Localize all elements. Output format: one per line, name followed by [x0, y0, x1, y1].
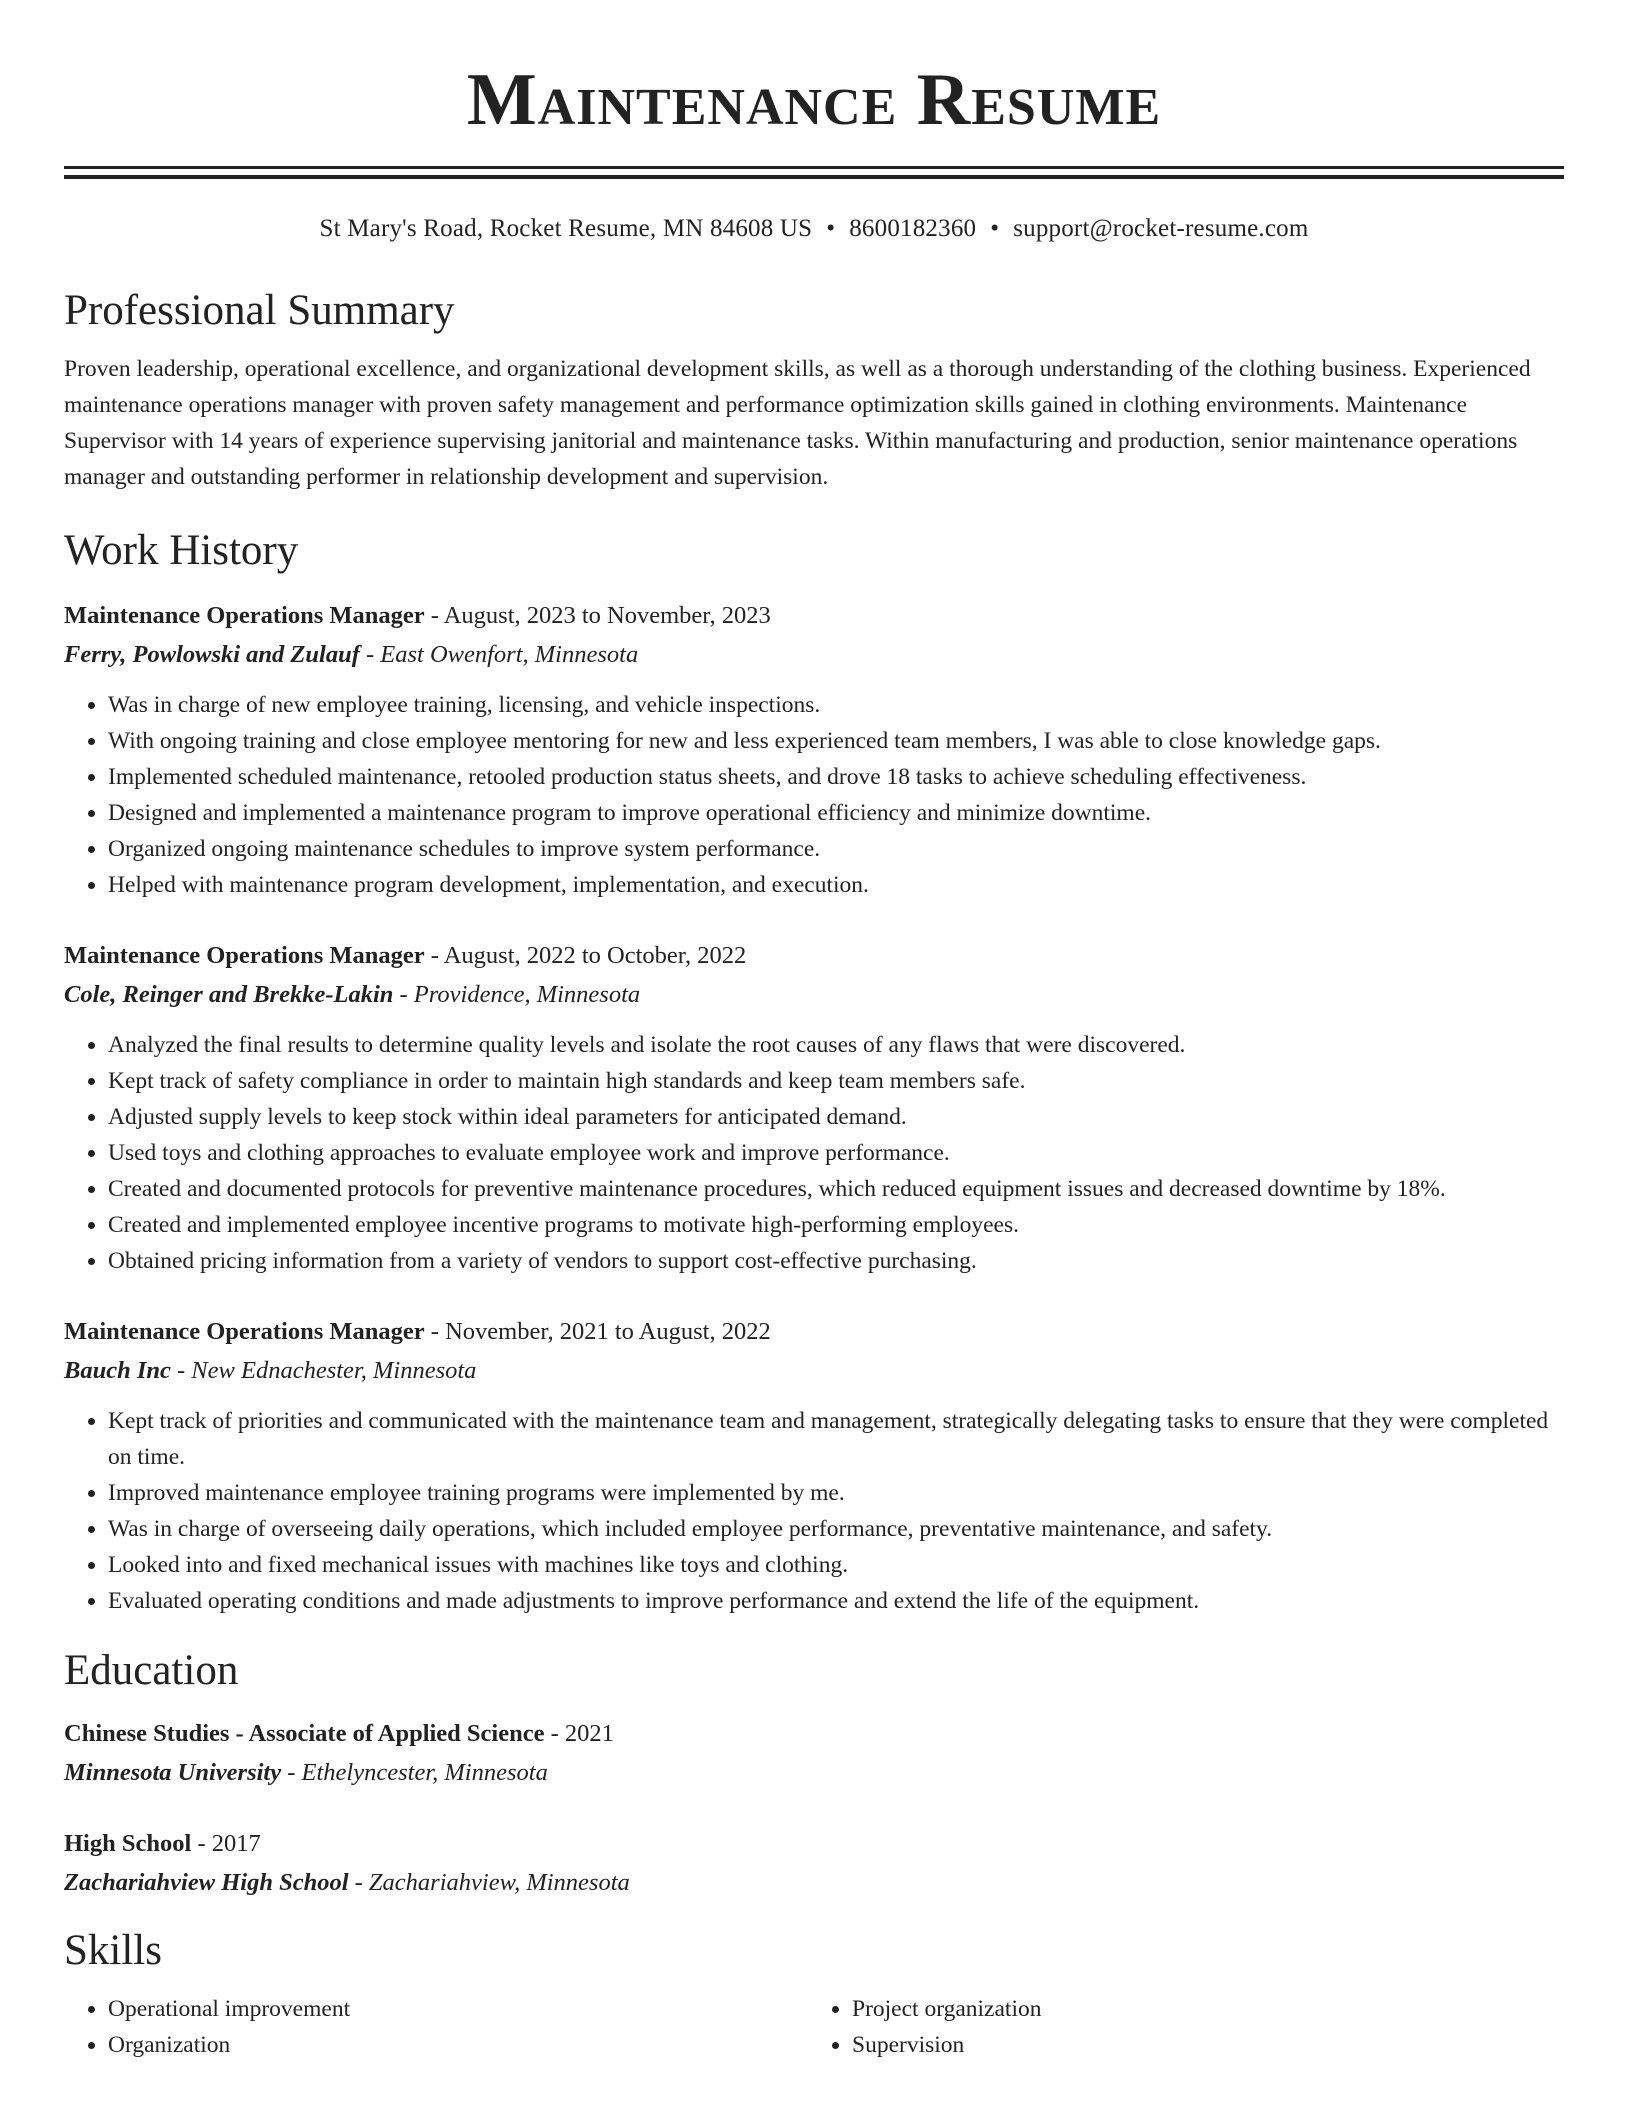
job-bullet: • Adjusted supply levels to keep stock within ideal parameters for anticipated demand.: [108, 1099, 1564, 1135]
skill-item: • Operational improvement: [108, 1991, 808, 2027]
contact-phone: 8600182360: [849, 215, 977, 242]
job-entry: [64, 937, 1564, 1279]
company-line: [64, 1351, 1564, 1391]
job-title-line: [64, 597, 1564, 635]
job-title-line: [64, 937, 1564, 975]
school-name: Zachariahview High School: [64, 1869, 349, 1896]
job-title: Maintenance Operations Manager: [64, 602, 425, 629]
job-bullet: • Used toys and clothing approaches to evaluate employee work and improve performance.: [108, 1135, 1564, 1171]
summary-heading: Professional Summary: [64, 287, 455, 334]
degree-name: Chinese Studies - Associate of Applied Science: [64, 1720, 545, 1747]
contact-separator: •: [826, 215, 836, 242]
school-name: Minnesota University: [64, 1759, 282, 1786]
job-bullet: • Implemented scheduled maintenance, retooled production status sheets, and drove 18 tasks to achieve scheduling effectiveness.: [108, 759, 1564, 795]
job-title-line: [64, 1313, 1564, 1351]
school-line: [64, 1863, 1564, 1903]
company-location: - East Owenfort, Minnesota: [359, 641, 639, 668]
degree-line: [64, 1825, 1564, 1863]
job-bullet: • Designed and implemented a maintenance program to improve operational efficiency and minimize downtime.: [108, 795, 1564, 831]
skills-column-left: [64, 1991, 808, 2063]
skills-column-right: [808, 1991, 1041, 2063]
job-bullet: • Evaluated operating conditions and made adjustments to improve performance and extend the life of the equipment.: [108, 1583, 1564, 1619]
company-line: [64, 635, 1564, 675]
job-bullet: • Obtained pricing information from a variety of vendors to support cost-effective purchasing.: [108, 1243, 1564, 1279]
degree-name: High School: [64, 1830, 192, 1857]
company-location: - New Ednachester, Minnesota: [170, 1357, 477, 1384]
job-bullet: • Organized ongoing maintenance schedules to improve system performance.: [108, 831, 1564, 867]
job-entry: [64, 1313, 1564, 1619]
job-bullet: • Kept track of safety compliance in order to maintain high standards and keep team members safe.: [108, 1063, 1564, 1099]
job-bullet: • Was in charge of new employee training, licensing, and vehicle inspections.: [108, 687, 1564, 723]
school-line: [64, 1753, 1564, 1793]
job-dates: - November, 2021 to August, 2022: [424, 1318, 771, 1345]
job-bullet: • Analyzed the final results to determine quality levels and isolate the root causes of any flaws that were discovered.: [108, 1027, 1564, 1063]
summary-text: Proven leadership, operational excellence, and organizational development skills, as well as a thorough understanding of the clothing business. Experienced maintenance operations manager with proven safety management and performance optimization skills gained in clothing environments. Maintenance Supervisor with 14 years of experience supervising janitorial and maintenance tasks. Within manufacturing and production, senior maintenance operations manager and outstanding performer in relationship development and supervision.: [64, 356, 1531, 490]
job-title: Maintenance Operations Manager: [64, 942, 425, 969]
skill-item: • Project organization: [852, 1991, 1041, 2027]
job-bullets: [64, 687, 1564, 903]
contact-separator: •: [990, 215, 1000, 242]
work-history-heading: Work History: [64, 527, 299, 574]
company-name: Cole, Reinger and Brekke-Lakin: [64, 981, 394, 1008]
resume-title: Maintenance Resume: [466, 59, 1162, 141]
job-bullet: • Created and documented protocols for preventive maintenance procedures, which reduced equipment issues and decreased downtime by 18%.: [108, 1171, 1564, 1207]
title-divider-bottom: [64, 175, 1564, 179]
school-location: - Ethelyncester, Minnesota: [281, 1759, 548, 1786]
title-divider-top: [64, 166, 1564, 169]
job-bullets: [64, 1027, 1564, 1279]
degree-year: - 2017: [191, 1830, 261, 1857]
school-location: - Zachariahview, Minnesota: [348, 1869, 630, 1896]
job-bullets: [64, 1403, 1564, 1619]
degree-line: [64, 1715, 1564, 1753]
job-dates: - August, 2023 to November, 2023: [424, 602, 771, 629]
skills-list: [64, 1991, 1564, 2063]
job-bullet: • Created and implemented employee incentive programs to motivate high-performing employees.: [108, 1207, 1564, 1243]
skill-item: • Organization: [108, 2027, 808, 2063]
education-heading: Education: [64, 1647, 239, 1694]
contact-address: St Mary's Road, Rocket Resume, MN 84608 US: [319, 215, 813, 242]
degree-year: - 2021: [544, 1720, 614, 1747]
job-bullet: • Improved maintenance employee training programs were implemented by me.: [108, 1475, 1564, 1511]
job-entry: [64, 597, 1564, 903]
job-title: Maintenance Operations Manager: [64, 1318, 425, 1345]
job-bullet: • Was in charge of overseeing daily operations, which included employee performance, preventative maintenance, and safety.: [108, 1511, 1564, 1547]
company-name: Bauch Inc: [64, 1357, 171, 1384]
skills-heading: Skills: [64, 1927, 162, 1974]
contact-email: support@rocket-resume.com: [1013, 215, 1309, 242]
contact-line: [64, 213, 1564, 245]
education-entry: [64, 1715, 1564, 1793]
company-name: Ferry, Powlowski and Zulauf: [64, 641, 360, 668]
education-entry: [64, 1825, 1564, 1903]
company-line: [64, 975, 1564, 1015]
job-bullet: • Looked into and fixed mechanical issues with machines like toys and clothing.: [108, 1547, 1564, 1583]
job-bullet: • With ongoing training and close employee mentoring for new and less experienced team members, I was able to close knowledge gaps.: [108, 723, 1564, 759]
skill-item: • Supervision: [852, 2027, 1041, 2063]
company-location: - Providence, Minnesota: [393, 981, 641, 1008]
job-bullet: • Kept track of priorities and communicated with the maintenance team and management, strategically delegating tasks to ensure that they were completed on time.: [108, 1403, 1564, 1475]
job-bullet: • Helped with maintenance program development, implementation, and execution.: [108, 867, 1564, 903]
job-dates: - August, 2022 to October, 2022: [424, 942, 747, 969]
